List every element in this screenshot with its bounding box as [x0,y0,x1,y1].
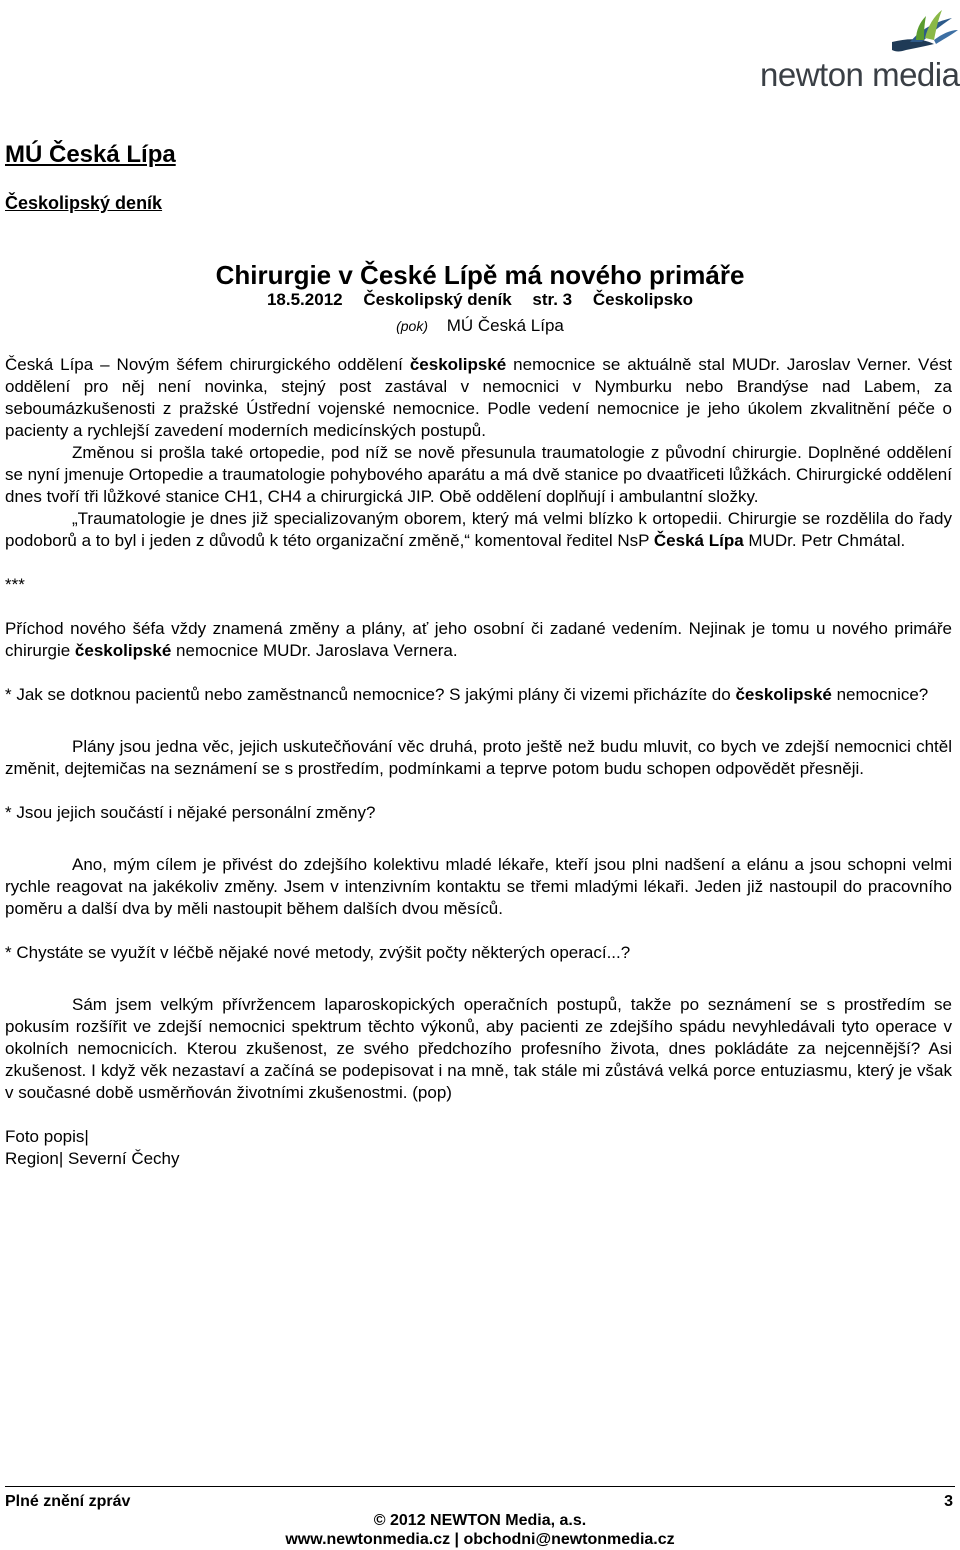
paragraph: „Traumatologie je dnes již specializovaným oborem, který má velmi blízko k ortopedii. Chirurgie se rozdělila do řady podoborů a to byl i jeden z důvodů k této organizační změně,“ komentoval ředitel NsP Česká Lípa MUDr. Petr Chmátal. [5,509,952,550]
interview-answer: Plány jsou jedna věc, jejich uskutečňování věc druhá, proto ještě než budu mluvit, co bych ve zdejší nemocnici chtěl změnit, dejtemičas na seznámení se s prostředím, podmínkami a teprve potom budu schopen odpovědět přesněji. [5,737,952,778]
article-section: Českolipsko [592,290,694,309]
logo-wordmark: newton media [760,56,960,93]
interview-question: * Chystáte se využít v léčbě nějaké nové metody, zvýšit počty některých operací...? [5,943,631,962]
photo-caption: Foto popis| [5,1127,89,1146]
interview-question: * Jsou jejich součástí i nějaké personální změny? [5,803,376,822]
separator: *** [5,575,25,594]
page-number: 3 [944,1493,953,1510]
newton-media-logo [760,8,960,98]
article-meta [0,290,960,310]
client-heading: MÚ Česká Lípa [5,141,176,168]
article-meta-author [0,316,960,336]
paragraph: Příchod nového šéfa vždy znamená změny a plány, ať jeho osobní či zadané vedením. Nejinak je tomu u nového primáře chirurgie českolipské nemocnice MUDr. Jaroslava Vernera. [5,619,952,660]
footer-divider [5,1486,955,1487]
article-title: Chirurgie v České Lípě má nového primáře [215,260,745,290]
article-date: 18.5.2012 [266,290,343,309]
footer-label: Plné znění zpráv [5,1493,131,1510]
paragraph: Změnou si prošla také ortopedie, pod níž se nově přesunula traumatologie z původní chirurgie. Doplněné oddělení se nyní jmenuje Ortopedie a traumatologie pohybového aparátu a má dvě stanice po dvaatřiceti lůžkách. Chirurgické oddělení dnes tvoří tři lůžkové stanice CH1, CH4 a chirurgická JIP. Obě oddělení doplňují i ambulantní složky. [5,443,952,506]
region-tag: Region| Severní Čechy [5,1149,180,1168]
paragraph: Česká Lípa – Novým šéfem chirurgického oddělení českolipské nemocnice se aktuálně stal MUDr. Jaroslav Verner. Vést oddělení pro něj není novinka, stejný post zastával v nemocnici v Nymburku nebo Brandýse nad Labem, za seboumázkušenosti z pražské Ústřední vojenské nemocnice. Podle vedení nemocnice je jeho úkolem zkvalitnění péče o pacienty a rychlejší zavedení moderních medicínských postupů. [5,355,952,440]
source-heading: Českolipský deník [5,193,163,213]
article-page: str. 3 [532,290,573,309]
article-publication: Českolipský deník [363,290,512,309]
article-body [5,354,952,1170]
footer-contact: www.newtonmedia.cz | obchodni@newtonmedia.cz [285,1531,675,1548]
interview-question: * Jak se dotknou pacientů nebo zaměstnanců nemocnice? S jakými plány či vizemi přicházíte do českolipské nemocnice? [5,685,929,704]
article-client-tag: MÚ Česká Lípa [446,316,564,335]
article-author: (pok) [396,318,428,334]
footer-copyright: © 2012 NEWTON Media, a.s. [373,1512,587,1529]
interview-answer: Sám jsem velkým přívržencem laparoskopických operačních postupů, takže po seznámení se s prostředím se pokusím rozšířit ve zdejší nemocnici spektrum těchto výkonů, aby pacienti ze zdejšího spádu nevyhledávali tyto operace v okolních nemocnicích. Kterou zkušenost, ze svého předchozího profesního života, dnes pokládáte za nejcennější? Asi zkušenost. I když věk nezastaví a začíná se podepisovat i na mně, tak stále mi zůstává velká porce entuziasmu, který je však v současné době usměrňován životními zkušenostmi. (pop) [5,995,952,1102]
interview-answer: Ano, mým cílem je přivést do zdejšího kolektivu mladé lékaře, kteří jsou plni nadšení a elánu a jsou schopni velmi rychle reagovat na jakékoliv změny. Jsem v intenzivním kontaktu se třemi mladými lékaři. Jeden již nastoupil do pracovního poměru a další dva by měli nastoupit během dalších dvou měsíců. [5,855,952,918]
